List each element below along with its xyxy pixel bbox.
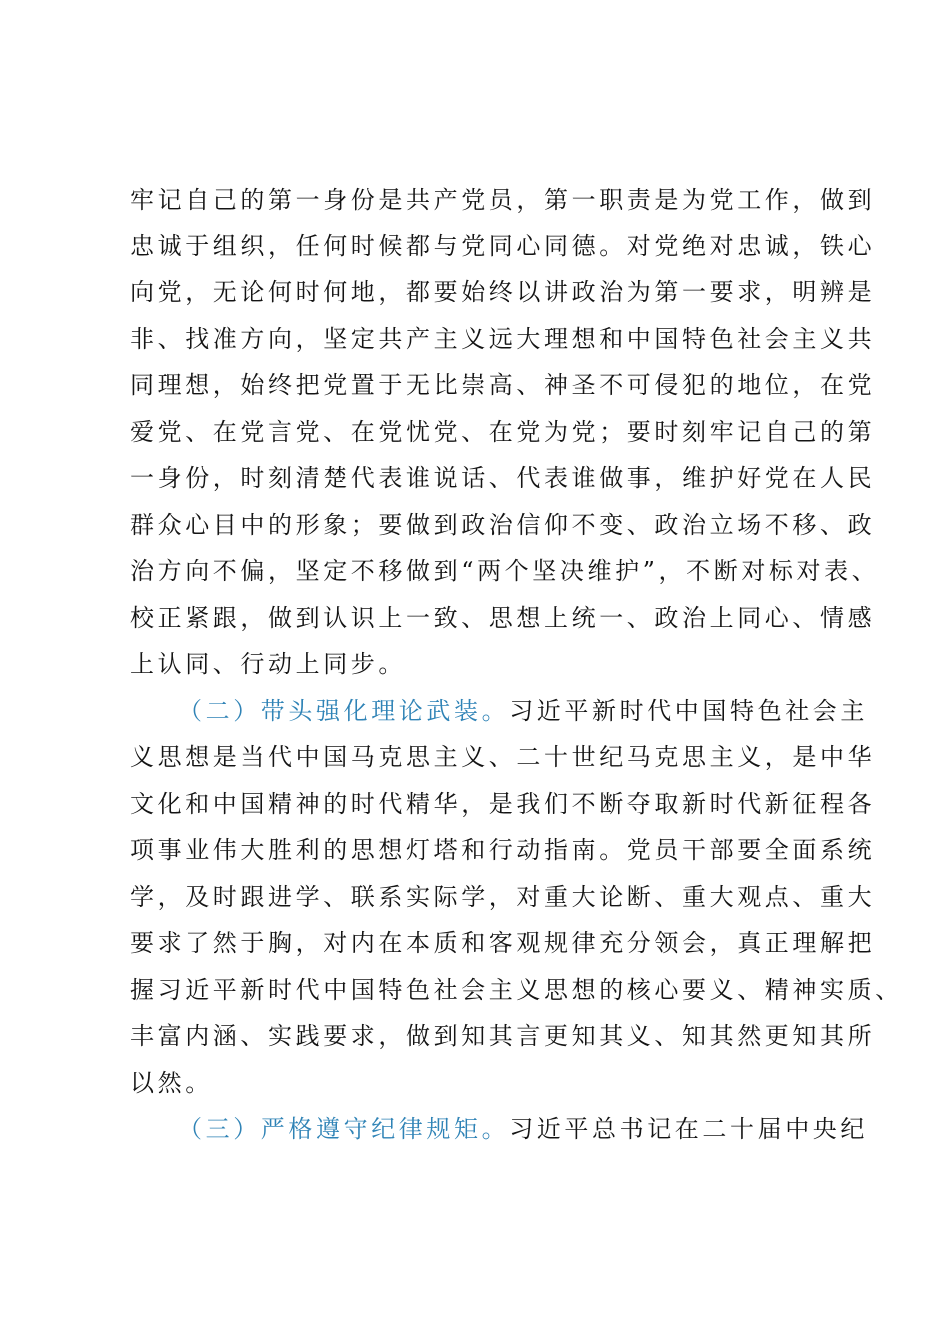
- text-line: 上认同、行动上同步。: [130, 650, 406, 678]
- text-line: 文化和中国精神的时代精华，是我们不断夺取新时代新征程各: [130, 790, 876, 818]
- text-line: 以然。: [130, 1069, 213, 1097]
- text-line: 向党，无论何时何地，都要始终以讲政治为第一要求，明辨是: [130, 278, 876, 306]
- text-line: 群众心目中的形象；要做到政治信仰不变、政治立场不移、政: [130, 511, 876, 539]
- section-2-first-line: [178, 691, 868, 731]
- text-line: 学，及时跟进学、联系实际学，对重大论断、重大观点、重大: [130, 883, 876, 911]
- text-line: 牢记自己的第一身份是共产党员，第一职责是为党工作，做到: [130, 186, 876, 214]
- text-line: 义思想是当代中国马克思主义、二十世纪马克思主义，是中华: [130, 743, 876, 771]
- text-line: 爱党、在党言党、在党忧党、在党为党；要时刻牢记自己的第: [130, 418, 876, 446]
- text-line: 项事业伟大胜利的思想灯塔和行动指南。党员干部要全面系统: [130, 836, 876, 864]
- section-3-text: 习近平总书记在二十届中央纪: [509, 1115, 869, 1143]
- text-line: 丰富内涵、实践要求，做到知其言更知其义、知其然更知其所: [130, 1022, 876, 1050]
- section-2-text: 习近平新时代中国特色社会主: [509, 697, 869, 725]
- section-3-heading: （三）严格遵守纪律规矩。: [178, 1115, 510, 1143]
- text-line: 要求了然于胸，对内在本质和客观规律充分领会，真正理解把: [130, 929, 876, 957]
- text-line: 握习近平新时代中国特色社会主义思想的核心要义、精神实质、: [130, 976, 903, 1004]
- section-3-first-line: [178, 1109, 868, 1149]
- text-line: 忠诚于组织，任何时候都与党同心同德。对党绝对忠诚，铁心: [130, 232, 876, 260]
- text-line: 非、找准方向，坚定共产主义远大理想和中国特色社会主义共: [130, 325, 876, 353]
- text-line: 治方向不偏，坚定不移做到“两个坚决维护”，不断对标对表、: [130, 557, 880, 585]
- text-line: 校正紧跟，做到认识上一致、思想上统一、政治上同心、情感: [130, 604, 876, 632]
- text-line: 同理想，始终把党置于无比崇高、神圣不可侵犯的地位，在党: [130, 371, 876, 399]
- section-2-heading: （二）带头强化理论武装。: [178, 697, 510, 725]
- text-line: 一身份，时刻清楚代表谁说话、代表谁做事，维护好党在人民: [130, 464, 876, 492]
